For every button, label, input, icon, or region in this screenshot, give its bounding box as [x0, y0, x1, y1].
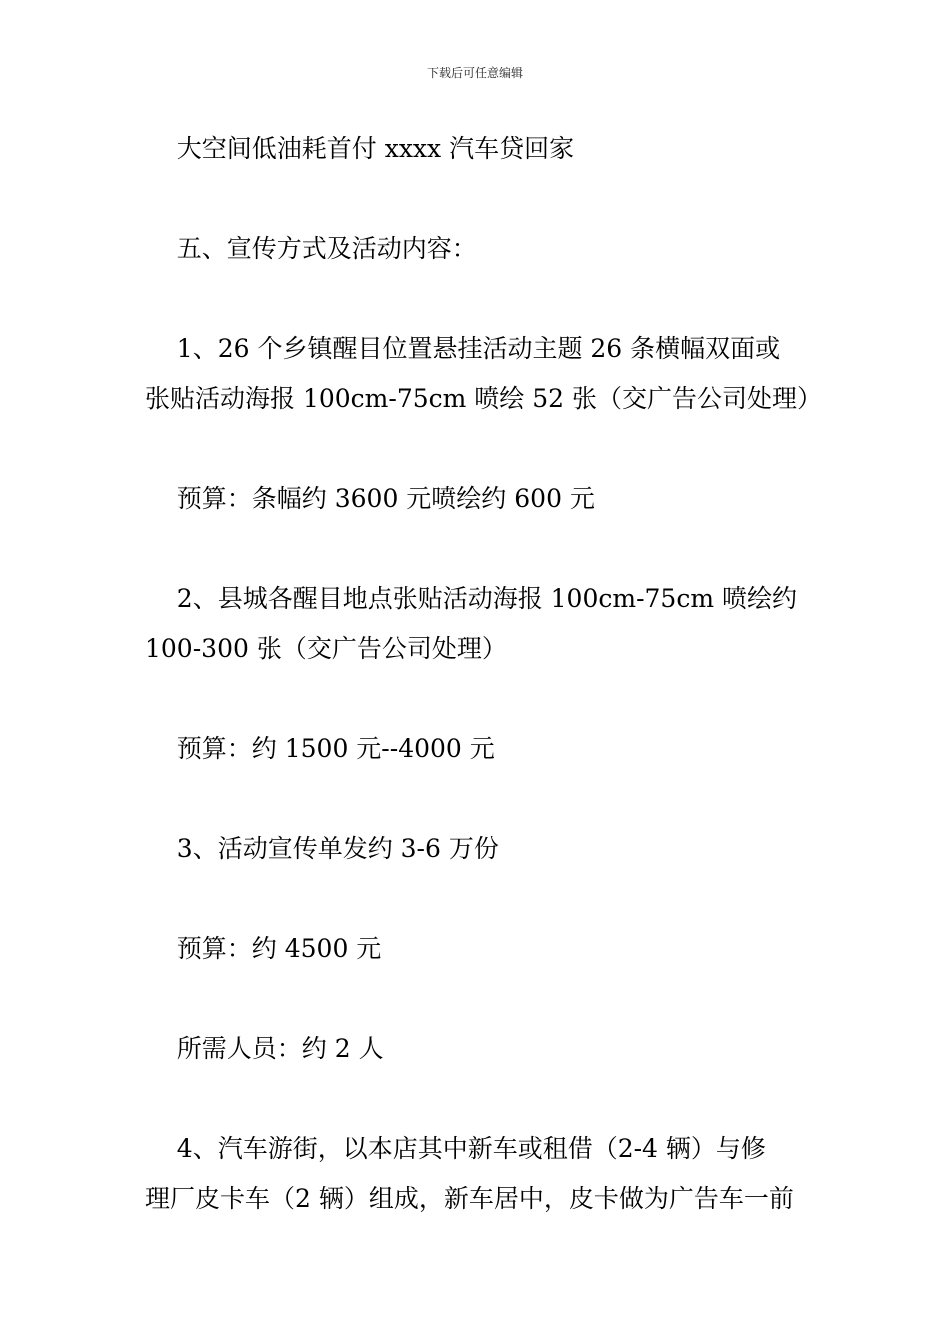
body-line-item4-b: 理厂皮卡车（2 辆）组成，新车居中，皮卡做为广告车一前: [145, 1184, 794, 1213]
page-header: 下载后可任意编辑: [426, 66, 523, 80]
body-line-staff: 所需人员：约 2 人: [145, 1034, 384, 1063]
body-line-slogan: 大空间低油耗首付 xxxx 汽车贷回家: [145, 134, 575, 163]
section-heading: 五、宣传方式及活动内容：: [145, 234, 477, 263]
body-line-item4-a: 4、汽车游街，以本店其中新车或租借（2-4 辆）与修: [145, 1134, 766, 1163]
body-line-item1-b: 张贴活动海报 100cm-75cm 喷绘 52 张（交广告公司处理）: [145, 384, 822, 413]
body-line-budget3: 预算：约 4500 元: [145, 934, 382, 963]
body-line-item2-b: 100-300 张（交广告公司处理）: [145, 634, 507, 663]
body-line-item1-a: 1、26 个乡镇醒目位置悬挂活动主题 26 条横幅双面或: [145, 334, 781, 363]
body-line-item2-a: 2、县城各醒目地点张贴活动海报 100cm-75cm 喷绘约: [145, 584, 797, 613]
body-line-budget1: 预算：条幅约 3600 元喷绘约 600 元: [145, 484, 595, 513]
body-line-budget2: 预算：约 1500 元--4000 元: [145, 734, 495, 763]
body-line-item3: 3、活动宣传单发约 3-6 万份: [145, 834, 499, 863]
